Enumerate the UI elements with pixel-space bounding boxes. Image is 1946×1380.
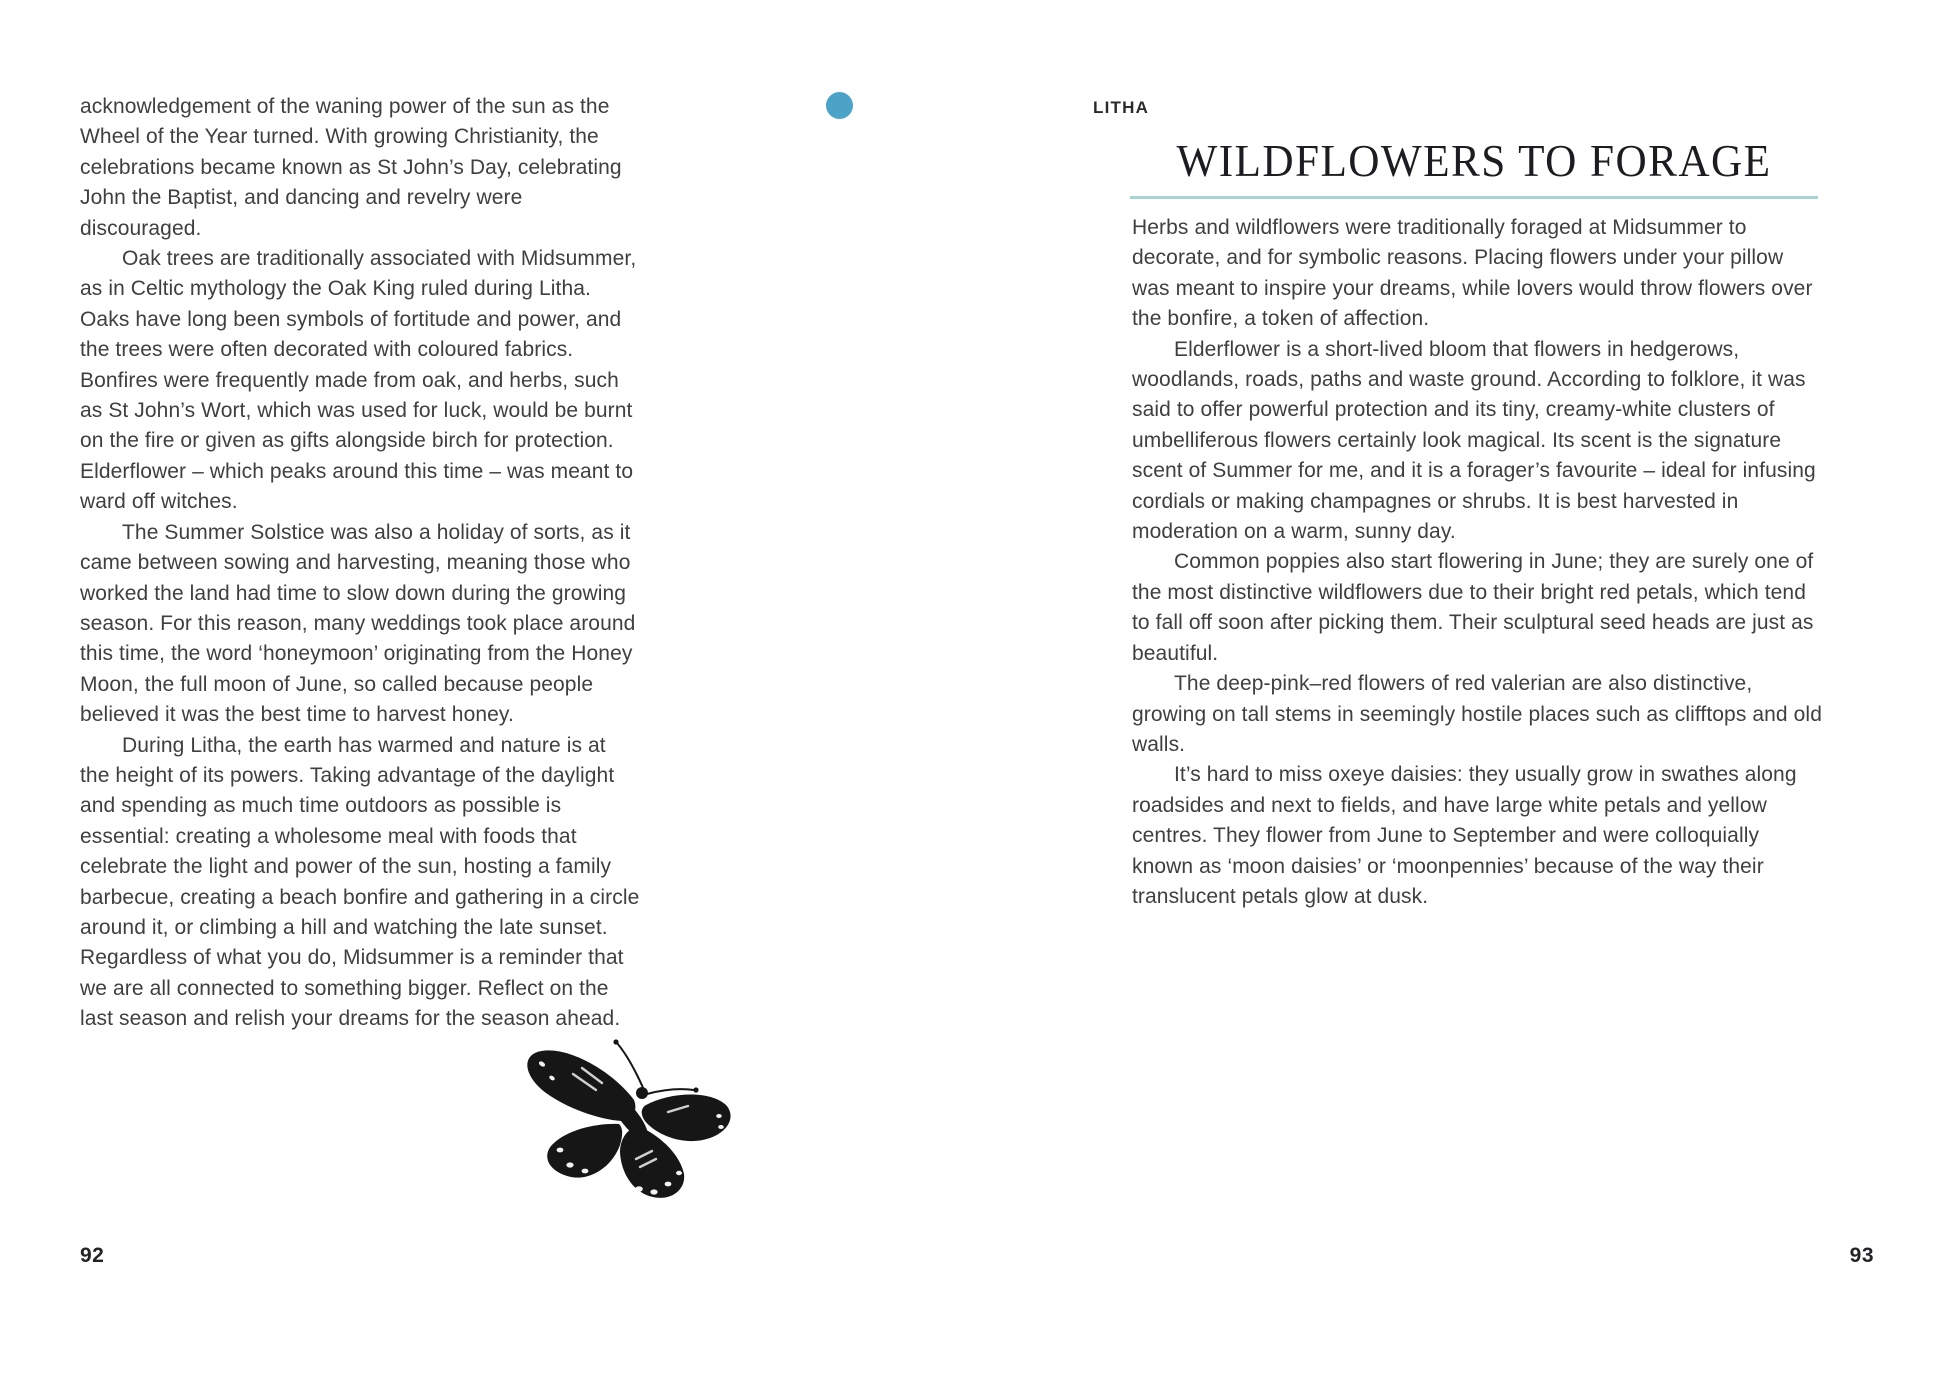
body-paragraph: The deep-pink–red flowers of red valerian are also distinctive, growing on tall stems in seemingly hostile places such as clifftops and old walls. <box>1132 672 1822 756</box>
butterfly-illustration <box>518 1034 742 1226</box>
left-text-column <box>80 92 640 1035</box>
page-number: 93 <box>1849 1244 1874 1267</box>
body-paragraph: It’s hard to miss oxeye daisies: they usually grow in swathes along roadsides and next to fields, and have large white petals and yellow centres. They flower from June to September and were colloquially known as ‘moon daisies’ or ‘moonpennies’ because of the way their translucent petals glow at dusk. <box>1132 763 1797 908</box>
body-paragraph: Herbs and wildflowers were traditionally foraged at Midsummer to decorate, and for symbolic reasons. Placing flowers under your pillow was meant to inspire your dreams, while lovers would throw flowers over the bonfire, a token of affection. <box>1132 216 1813 331</box>
right-text-column <box>1132 213 1824 912</box>
body-paragraph: acknowledgement of the waning power of the sun as the Wheel of the Year turned. With growing Christianity, the celebrations became known as St John’s Day, celebrating John the Baptist, and dancing and revelry were discouraged. <box>80 95 622 240</box>
title-underline <box>1130 196 1818 199</box>
chapter-dot-icon <box>826 92 853 119</box>
page-title: WILDFLOWERS TO FORAGE <box>1176 135 1772 186</box>
page-number: 92 <box>80 1244 105 1267</box>
body-paragraph: Elderflower is a short-lived bloom that flowers in hedgerows, woodlands, roads, paths and waste ground. According to folklore, it was said to offer powerful protection and its tiny, creamy-white clusters of umbelliferous flowers certainly look magical. Its scent is the signature scent of Summer for me, and it is a forager’s favourite – ideal for infusing cordials or making champagnes or shrubs. It is best harvested in moderation on a warm, sunny day. <box>1132 337 1816 544</box>
running-head: LITHA <box>1093 98 1150 117</box>
body-paragraph: During Litha, the earth has warmed and nature is at the height of its powers. Taking advantage of the daylight and spending as much time outdoors as possible is essential: creating a wholesome meal with foods that celebrate the light and power of the sun, hosting a family barbecue, creating a beach bonfire and gathering in a circle around it, or climbing a hill and watching the late sunset. Regardless of what you do, Midsummer is a reminder that we are all connected to something bigger. Reflect on the last season and relish your dreams for the season ahead. <box>80 733 640 1031</box>
body-paragraph: Common poppies also start flowering in June; they are surely one of the most distinctive wildflowers due to their bright red petals, which tend to fall off soon after picking them. Their sculptural seed heads are just as beautiful. <box>1132 550 1814 665</box>
body-paragraph: Oak trees are traditionally associated with Midsummer, as in Celtic mythology the Oak King ruled during Litha. Oaks have long been symbols of fortitude and power, and the trees were often decorated with coloured fabrics. Bonfires were frequently made from oak, and herbs, such as St John’s Wort, which was used for luck, would be burnt on the fire or given as gifts alongside birch for protection. Elderflower – which peaks around this time – was meant to ward off witches. <box>80 247 637 514</box>
body-paragraph: The Summer Solstice was also a holiday of sorts, as it came between sowing and harvesting, meaning those who worked the land had time to slow down during the growing season. For this reason, many weddings took place around this time, the word ‘honeymoon’ originating from the Honey Moon, the full moon of June, so called because people believed it was the best time to harvest honey. <box>80 520 636 727</box>
